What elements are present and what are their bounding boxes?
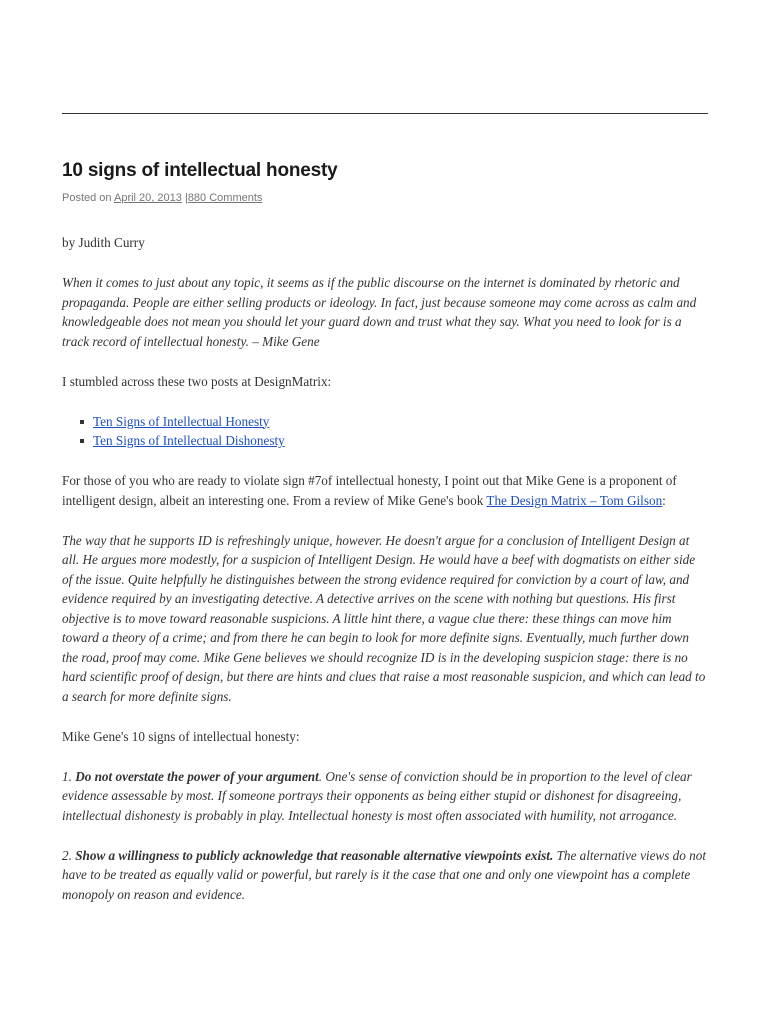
post-content — [62, 233, 708, 925]
posted-on-label: Posted on — [62, 192, 112, 204]
post-title: 10 signs of intellectual honesty — [62, 160, 338, 181]
list-item — [93, 431, 708, 451]
review-quote: The way that he supports ID is refreshingly unique, however. He doesn't argue for a conclusion of Intelligent Design at all. He argues more modestly, for a suspicion of Intelligent Design. He would have a beef with dogmatists on either side of the issue. Quite helpfully he distinguishes between the strong evidence required for conviction by a court of law, and evidence required by an investigating detective. A detective arrives on the scene with nothing but questions. His first objective is to move toward reasonable suspicions. A little hint there, a vague clue there: these things can move him toward a theory of a crime; and from there he can begin to look for more definite signs. Eventually, much further down the road, proof may come. Mike Gene believes we should recognize ID is in the developing suspicion stage: there is no hard scientific proof of design, but there are hints and clues that raise a most reasonable suspicion, and which can lead to a search for more definite signs. — [62, 532, 706, 704]
post-date-link[interactable]: April 20, 2013 — [114, 192, 182, 204]
comments-link[interactable]: 880 Comments — [187, 192, 263, 204]
sign-number: 1. — [62, 768, 72, 784]
sign-text: . One's sense of conviction should be in proportion to the level of clear evidence assessable by most. If someone portrays their opponents as being either stupid or dishonest for disagreeing, intellectual dishonesty is probably in play. Intellectual honesty is most often associated with humility, not arrogance. — [62, 768, 692, 823]
link-ten-signs-dishonesty[interactable]: Ten Signs of Intellectual Dishonesty — [93, 433, 285, 448]
source-links-list — [62, 412, 708, 451]
sign-number: 2. — [62, 847, 72, 863]
violate-end: : — [662, 492, 666, 508]
sign-heading: Show a willingness to publicly acknowledge that reasonable alternative viewpoints exist. — [75, 847, 554, 863]
violate-text: For those of you who are ready to violate sign #7of intellectual honesty, I point out that Mike Gene is a proponent of intelligent design, albeit an interesting one. From a review of Mike Gene's book — [62, 473, 677, 508]
byline: by Judith Curry — [62, 235, 145, 250]
list-item — [93, 412, 708, 432]
meta-separator: | — [184, 192, 188, 204]
design-matrix-review-link[interactable]: The Design Matrix – Tom Gilson — [486, 492, 663, 508]
sign-1 — [62, 767, 708, 826]
violate-paragraph — [62, 471, 708, 510]
sign-2 — [62, 846, 708, 905]
header-divider — [62, 113, 708, 114]
stumbled-paragraph: I stumbled across these two posts at DesignMatrix: — [62, 373, 332, 389]
intro-quote: When it comes to just about any topic, it seems as if the public discourse on the internet is dominated by rhetoric and propaganda. People are either selling products or ideology. In fact, just because someone may come across as calm and knowledgeable does not mean you should let your guard down and trust what they say. What you need to look for is a track record of intellectual honesty. – Mike Gene — [62, 275, 697, 349]
signs-intro: Mike Gene's 10 signs of intellectual honesty: — [62, 728, 300, 744]
sign-text: The alternative views do not have to be treated as equally valid or powerful, but rarely is it the case that one and only one viewpoint has a complete monopoly on reason and evidence. — [62, 847, 706, 902]
sign-heading: Do not overstate the power of your argument — [75, 768, 319, 784]
post-meta — [62, 192, 262, 204]
link-ten-signs-honesty[interactable]: Ten Signs of Intellectual Honesty — [93, 413, 270, 429]
